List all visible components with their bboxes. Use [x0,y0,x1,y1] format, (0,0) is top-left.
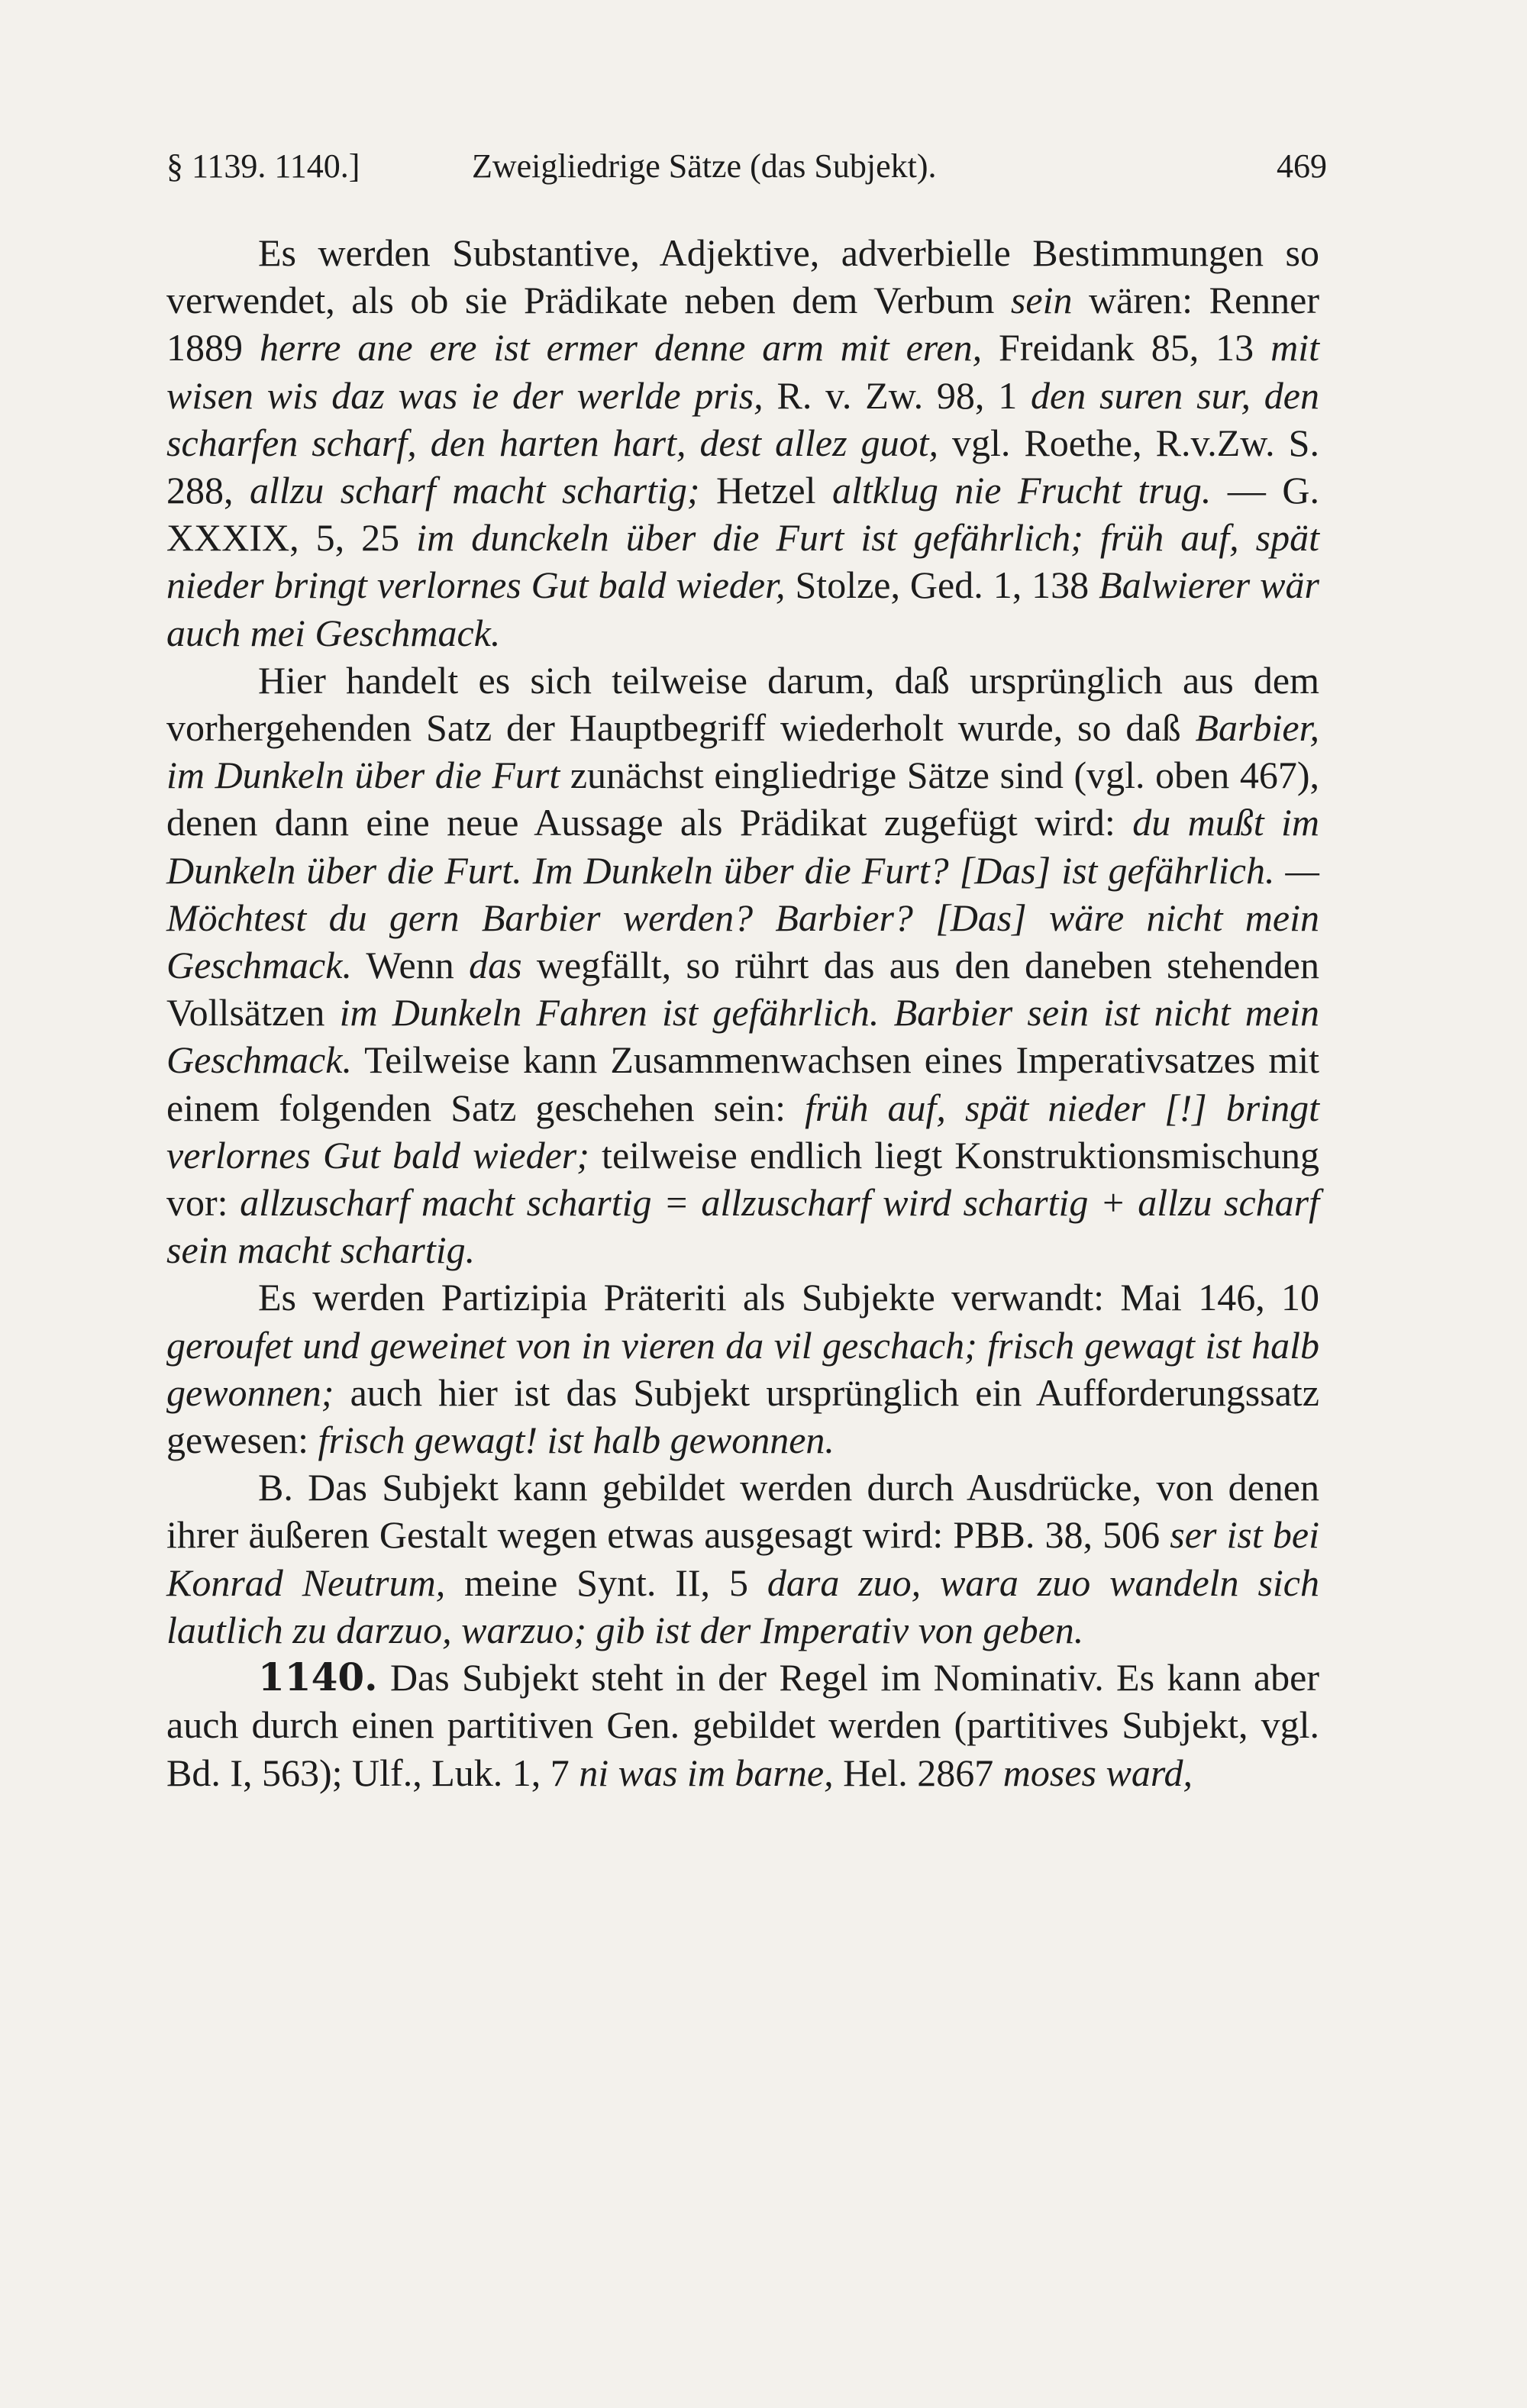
italic-run: sein [1010,279,1073,322]
italic-run: moses ward, [1002,1751,1193,1794]
paragraph [166,1273,1319,1464]
paragraph [166,1464,1319,1654]
italic-run: den suren sur, den scharfen scharf, den harten hart, dest allez guot, [166,373,1319,464]
text-run: wegfällt, so rührt das aus den daneben stehenden Vollsätzen [166,944,1319,1035]
text-run: zunächst eingliedrige Sätze sind (vgl. oben 467), denen dann eine neue Aussage als Prädikat zugefügt wird: [166,754,1320,844]
page-number: 469 [1277,147,1327,185]
section-1140-paragraph [166,1654,1319,1796]
running-header [166,147,1327,200]
text-run: Hel. 2867 [833,1751,1003,1794]
text-run: wären: Renner 1889 [166,279,1319,370]
italic-run: mit wisen wis daz was ie der werlde pris, [166,326,1320,417]
text-run: Wenn [351,944,470,987]
text-run: Hier handelt es sich teilweise darum, daß ursprünglich aus dem vorhergehenden Satz der Hauptbegriff wiederholt wurde, so daß [166,658,1319,750]
text-run: R. v. Zw. 98, 1 [763,373,1031,417]
italic-run: früh auf, spät nieder [!] bringt verlornes Gut bald wieder; [166,1086,1319,1177]
text-run: Es werden Substantive, Adjektive, adverbielle Bestimmungen so verwendet, als ob sie Prädikate neben dem Verbum [166,231,1319,322]
italic-run: ser ist bei Konrad Neutrum, [166,1513,1319,1604]
text-run: Freidank 85, 13 [982,326,1271,370]
paragraph [166,657,1319,1274]
paragraph [166,229,1319,657]
italic-run: frisch gewagt! ist halb gewonnen. [318,1419,835,1462]
running-title: Zweigliedrige Sätze (das Subjekt). [472,147,937,185]
italic-run: allzuscharf macht schartig = allzuscharf wird schartig + allzu scharf sein macht schartig. [166,1181,1319,1272]
text-run: teilweise endlich liegt Konstruktionsmischung vor: [166,1133,1320,1225]
text-run: meine Synt. II, 5 [445,1561,767,1604]
text-run: auch hier ist das Subjekt ursprünglich ein Aufforderungssatz gewesen: [166,1370,1319,1462]
section-reference: § 1139. 1140.] [166,147,360,185]
italic-run: ni was im barne, [579,1751,834,1794]
text-run: vgl. Roethe, R.v.Zw. S. 288, [166,421,1319,512]
text-run: Das Subjekt steht in der Regel im Nominativ. Es kann aber auch durch einen partitiven Gen. gebildet werden (partitives Subjekt, vgl. Bd. I, 563); Ulf., Luk. 1, 7 [166,1656,1319,1794]
italic-run: allzu scharf macht schartig; [250,469,700,512]
text-run: Es werden Partizipia Präteriti als Subjekte verwandt: Mai 146, 10 [258,1276,1319,1319]
italic-run: im Dunkeln Fahren ist gefährlich. Barbier sein ist nicht mein Geschmack. [166,991,1319,1082]
text-run: Hetzel [699,469,832,512]
italic-run: dara zuo, wara zuo wandeln sich lautlich zu darzuo, warzuo; gib ist der Imperativ von geben. [166,1561,1319,1651]
text-run: B. Das Subjekt kann gebildet werden durch Ausdrücke, von denen ihrer äußeren Gestalt wegen etwas ausgesagt wird: PBB. 38, 506 [166,1466,1319,1557]
section-number: 1140. [258,1654,378,1700]
italic-run: altklug nie Frucht trug. [832,469,1212,512]
text-run: — G. XXXIX, 5, 25 [166,469,1320,560]
italic-run: Barbier, im Dunkeln über die Furt [166,706,1319,797]
italic-run: das [469,944,522,987]
body-text [166,229,1319,1796]
italic-run: im dunckeln über die Furt ist gefährlich; früh auf, spät nieder bringt verlornes Gut bald wieder, [166,516,1319,607]
text-run: Stolze, Ged. 1, 138 [785,563,1099,607]
italic-run: herre ane ere ist ermer denne arm mit eren, [259,326,983,370]
italic-run: Balwierer wär auch mei Geschmack. [166,563,1319,654]
italic-run: du mußt im Dunkeln über die Furt. Im Dunkeln über die Furt? [Das] ist gefährlich. — Möchtest du gern Barbier werden? Barbier? [Das] wäre nicht mein Geschmack. [166,801,1319,987]
text-run: Teilweise kann Zusammenwachsen eines Imperativsatzes mit einem folgenden Satz geschehen sein: [166,1038,1319,1129]
italic-run: geroufet und geweinet von in vieren da vil geschach; frisch gewagt ist halb gewonnen; [166,1323,1319,1414]
